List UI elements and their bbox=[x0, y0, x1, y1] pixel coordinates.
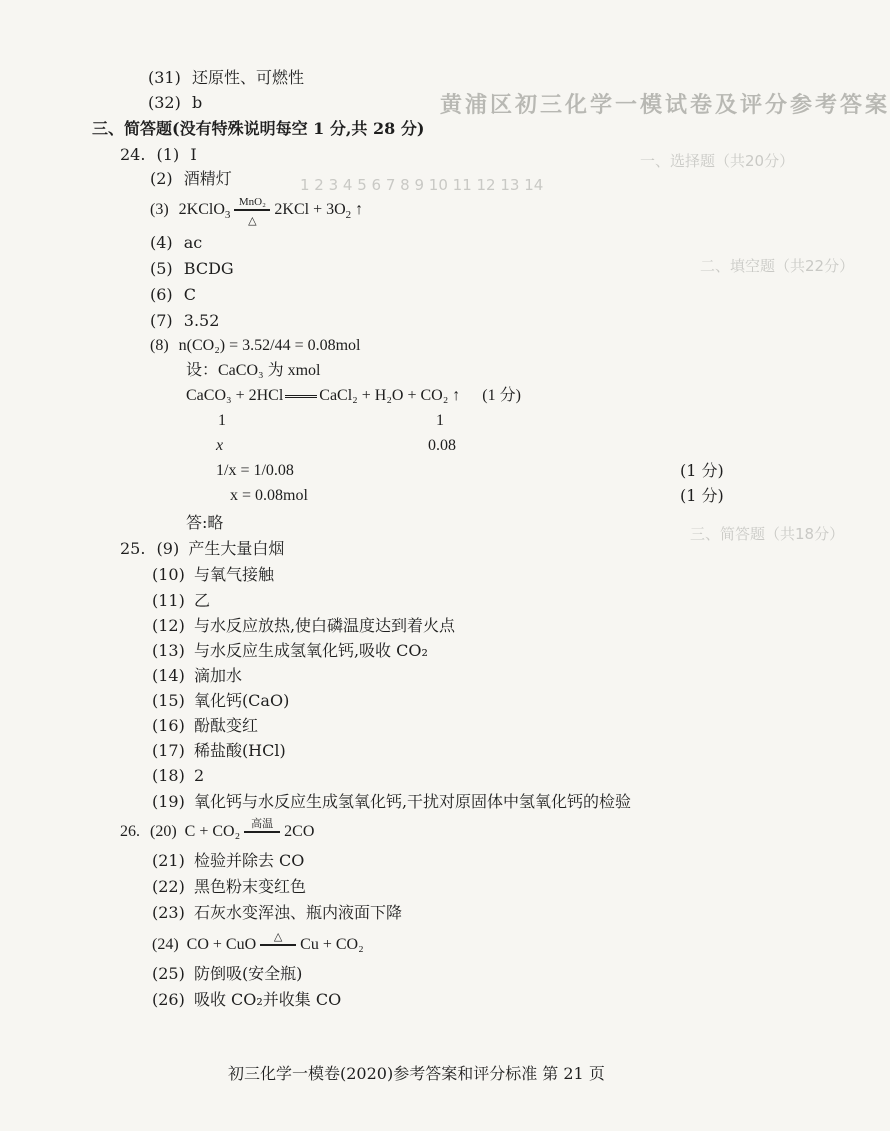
equals-bar bbox=[244, 831, 280, 833]
answer-item-equation bbox=[152, 931, 364, 955]
item-text: I bbox=[190, 145, 197, 164]
score-note: (1 分) bbox=[680, 486, 724, 505]
reactants: C + CO₂ bbox=[184, 823, 241, 840]
item-text: 酒精灯 bbox=[183, 169, 232, 188]
products: 2CO bbox=[284, 823, 315, 840]
answer-item bbox=[152, 591, 210, 611]
item-text: 氧化钙(CaO) bbox=[193, 691, 290, 710]
answer-item bbox=[152, 666, 242, 686]
reactants: CO + CuO bbox=[186, 936, 257, 953]
bleed-through-title: 黄浦区初三化学一模试卷及评分参考答案 bbox=[440, 93, 890, 118]
item-number: (6) bbox=[150, 285, 173, 304]
item-number: (9) bbox=[156, 539, 180, 558]
reaction-condition-arrow bbox=[234, 196, 270, 228]
item-number: (7) bbox=[150, 311, 173, 330]
question-25-item-9 bbox=[120, 539, 284, 559]
known-value: 0.08 bbox=[428, 437, 456, 454]
item-text: 氧化钙与水反应生成氢氧化钙,干扰对原固体中氢氧化钙的检验 bbox=[193, 792, 632, 811]
item-number: (24) bbox=[152, 936, 179, 953]
item-text: 石灰水变浑浊、瓶内液面下降 bbox=[193, 903, 402, 922]
item-text: 产生大量白烟 bbox=[188, 539, 285, 558]
item-text: 滴加水 bbox=[193, 666, 242, 685]
answer-item bbox=[152, 766, 204, 786]
item-number: (20) bbox=[150, 823, 177, 840]
item-number: (12) bbox=[152, 616, 185, 635]
item-text: 酚酞变红 bbox=[193, 716, 258, 735]
section-title: 三、简答题(没有特殊说明每空 1 分,共 28 分) bbox=[92, 119, 425, 138]
answer-item bbox=[148, 93, 202, 113]
item-text: BCDG bbox=[183, 259, 234, 278]
answer-item-equation bbox=[150, 196, 364, 228]
answer-item bbox=[152, 716, 258, 736]
answer-item bbox=[152, 616, 455, 636]
item-number: (21) bbox=[152, 851, 185, 870]
bleed-through-line: 二、填空题（共22分） bbox=[700, 257, 855, 275]
products: CaCl₂ + H₂O + CO₂ ↑ bbox=[319, 387, 461, 404]
heat-symbol: △ bbox=[248, 215, 257, 228]
answer-item bbox=[150, 233, 202, 253]
item-text: 与氧气接触 bbox=[193, 565, 274, 584]
equals-bar bbox=[260, 944, 296, 946]
item-number: (23) bbox=[152, 903, 185, 922]
item-number: (22) bbox=[152, 877, 185, 896]
item-number: (13) bbox=[152, 641, 185, 660]
chemical-equation bbox=[186, 386, 521, 406]
item-number: (3) bbox=[150, 201, 169, 218]
item-number: (18) bbox=[152, 766, 185, 785]
bleed-through-line: 三、简答题（共18分） bbox=[690, 525, 845, 543]
answer-item bbox=[150, 169, 232, 189]
item-number: (11) bbox=[152, 591, 185, 610]
question-24-item-1 bbox=[120, 145, 197, 165]
question-number: 24. bbox=[120, 145, 146, 164]
item-number: (14) bbox=[152, 666, 185, 685]
item-number: (26) bbox=[152, 990, 185, 1009]
answer-item bbox=[152, 565, 274, 585]
item-text: C bbox=[183, 285, 197, 304]
item-number: (32) bbox=[148, 93, 181, 112]
product: 2KCl + 3O bbox=[274, 201, 346, 218]
answer-item bbox=[152, 903, 402, 923]
ratio-number: 1 bbox=[218, 412, 226, 429]
equals-bar bbox=[285, 395, 317, 398]
item-text: 吸收 CO₂并收集 CO bbox=[193, 990, 342, 1009]
reaction-condition-arrow bbox=[244, 818, 280, 842]
item-text: 3.52 bbox=[183, 311, 220, 330]
item-text: 2 bbox=[193, 766, 205, 785]
calc-assumption: 设：CaCO₃ 为 xmol bbox=[186, 362, 321, 379]
subscript: 2 bbox=[345, 209, 352, 222]
answer-item bbox=[152, 990, 341, 1010]
item-number: (10) bbox=[152, 565, 185, 584]
reactant: 2KClO bbox=[178, 201, 225, 218]
item-number: (1) bbox=[156, 145, 180, 164]
item-text: ac bbox=[183, 233, 203, 252]
item-text: 防倒吸(安全瓶) bbox=[193, 964, 303, 983]
item-number: (2) bbox=[150, 169, 173, 188]
catalyst-label: MnO₂ bbox=[238, 196, 266, 209]
item-text: n(CO₂) = 3.52/44 = 0.08mol bbox=[178, 337, 361, 354]
item-text: 稀盐酸(HCl) bbox=[193, 741, 286, 760]
item-number: (4) bbox=[150, 233, 173, 252]
item-text: 与水反应放热,使白磷温度达到着火点 bbox=[193, 616, 456, 635]
item-text: 还原性、可燃性 bbox=[191, 68, 304, 87]
item-text: 与水反应生成氢氧化钙,吸收 CO₂ bbox=[193, 641, 428, 660]
item-text: 检验并除去 CO bbox=[193, 851, 305, 870]
gas-arrow: ↑ bbox=[355, 201, 364, 218]
item-text: 黑色粉末变红色 bbox=[193, 877, 306, 896]
score-note: (1 分) bbox=[680, 461, 724, 480]
answer-item bbox=[148, 68, 304, 88]
item-number: (15) bbox=[152, 691, 185, 710]
item-number: (31) bbox=[148, 68, 181, 87]
item-number: (19) bbox=[152, 792, 185, 811]
calculation-result: x = 0.08mol bbox=[230, 487, 308, 504]
item-number: (8) bbox=[150, 337, 169, 354]
item-number: (16) bbox=[152, 716, 185, 735]
answer-conclusion: 答:略 bbox=[186, 513, 224, 532]
reactants: CaCO₃ + 2HCl bbox=[186, 387, 284, 404]
subscript: 3 bbox=[224, 209, 231, 222]
answer-item bbox=[150, 259, 234, 279]
answer-item bbox=[150, 285, 196, 305]
answer-item bbox=[150, 336, 361, 356]
item-number: (5) bbox=[150, 259, 173, 278]
page-footer: 初三化学一模卷(2020)参考答案和评分标准 第 21 页 bbox=[228, 1064, 605, 1083]
score-note: (1 分) bbox=[482, 387, 521, 404]
question-number: 25. bbox=[120, 539, 146, 558]
answer-item bbox=[152, 691, 289, 711]
question-26-item-20 bbox=[120, 818, 315, 842]
answer-item bbox=[152, 851, 304, 871]
ratio-number: 1 bbox=[436, 412, 444, 429]
products: Cu + CO₂ bbox=[300, 936, 364, 953]
heat-symbol: △ bbox=[273, 931, 283, 944]
item-text: 乙 bbox=[193, 591, 210, 610]
answer-item bbox=[152, 964, 302, 984]
item-text: b bbox=[191, 93, 203, 112]
answer-item bbox=[150, 311, 219, 331]
question-number: 26. bbox=[120, 823, 140, 840]
answer-item bbox=[152, 792, 631, 812]
bleed-through-line: 一、选择题（共20分） bbox=[640, 152, 795, 170]
answer-item bbox=[152, 641, 428, 661]
condition-label: 高温 bbox=[251, 818, 274, 831]
answer-item bbox=[152, 741, 286, 761]
item-number: (25) bbox=[152, 964, 185, 983]
reaction-condition-arrow bbox=[260, 931, 296, 955]
bleed-through-line: 1 2 3 4 5 6 7 8 9 10 11 12 13 14 bbox=[300, 176, 544, 194]
answer-item bbox=[152, 877, 306, 897]
item-number: (17) bbox=[152, 741, 185, 760]
calculation-step: 1/x = 1/0.08 bbox=[216, 462, 294, 479]
variable-x: x bbox=[216, 437, 224, 454]
